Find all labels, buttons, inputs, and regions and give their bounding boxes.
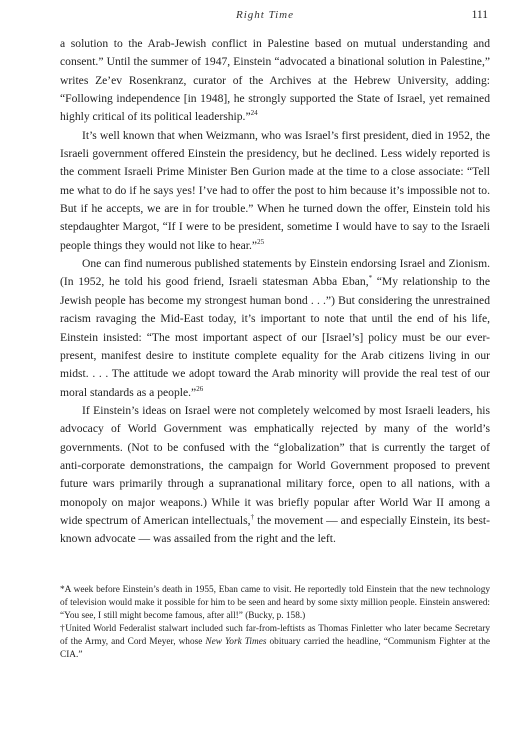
paragraph-2-text: It’s well known that when Weizmann, who was Israel’s first president, died in 1952, the Israeli government offered Einstein the presidency, but he declined. Less widely reported is the comment Israeli Prime Minister Ben Gurion made at the time to a close associate: “Tell me what to do if he says yes! I’ve had to offer the post to him because it’s impossible not to. But if he accepts, we are in for trouble.” When he turned down the offer, Einstein told his stepdaughter Margot, “If I were to be president, sometime I would have to say to the Israeli people things they would not like to hear.” [60, 128, 490, 252]
footnote-dagger [60, 623, 490, 662]
paragraph-3 [60, 255, 490, 402]
page-header [60, 9, 490, 25]
footnote-asterisk: *A week before Einstein’s death in 1955, Eban came to visit. He reportedly told Einstein that the new technology of television would make it possible for him to be seen and heard by some sixty million people. Einstein answered: “You see, I still might become famous, after all!” (Bucky, p. 158.) [60, 585, 490, 622]
page-number: 111 [471, 9, 488, 21]
newspaper-title: New York Times [205, 637, 267, 648]
paragraph-4-text: If Einstein’s ideas on Israel were not completely welcomed by most Israeli leaders, his advocacy of World Government was emphatically rejected by many of the world’s governments. (Not to be confused with the “globalization” that is currently the target of anti-corporate demonstrations, the campaign for World Government proposed to prevent future wars primarily through a supranational military force, open to all nations, with a monopoly on major weapons.) While it was briefly popular after World War II among a wide spectrum of American intellectuals, [60, 403, 490, 527]
paragraph-4 [60, 402, 490, 549]
paragraph-3-text: One can find numerous published statements by Einstein endorsing Israel and Zionism. (In 1952, he told his good friend, Israeli statesman Abba Eban, [60, 257, 490, 289]
running-head: Right Time [236, 9, 294, 21]
footnote-mark-dagger: † [250, 513, 255, 522]
body-text [60, 35, 490, 549]
paragraph-3-text-cont: “My relationship to the Jewish people has become my strongest human bond . . .”) But considering the unrestrained racism ravaging the Mid-East today, it’s important to note that until the end of his life, Einstein insisted: “The most important aspect of our [Israel’s] policy must be our ever-present, manifest desire to institute complete equality for the Arab citizens living in our midst. . . . The attitude we adopt toward the Arab minority will provide the real test of our moral standards as a people.” [60, 275, 490, 399]
paragraph-2 [60, 127, 490, 255]
footnote-dagger-text: †United World Federalist stalwart included such far-from-leftists as Thomas Finletter who later became Secretary of the Army, and Cord Meyer, whose [60, 624, 490, 648]
paragraph-1-text: a solution to the Arab-Jewish conflict in Palestine based on mutual understanding and consent.” Until the summer of 1947, Einstein “advocated a binational solution in Palestine,” writes Ze’ev Rosenkranz, curator of the Archives at the Hebrew University, adding: “Following independence [in 1948], he strongly supported the State of Israel, yet remained highly critical of its political leadership.” [60, 37, 490, 124]
endnote-ref-25: 25 [257, 237, 265, 246]
footnote-dagger-text-cont: obituary carried the headline, “Communism Fighter at the CIA.” [60, 637, 490, 661]
paragraph-4-text-cont: the movement — and especially Einstein, its best-known advocate — was assailed from the right and the left. [60, 513, 490, 546]
footnote-mark-asterisk: * [368, 274, 373, 283]
paragraph-1 [60, 35, 490, 127]
footnotes [60, 584, 490, 663]
endnote-ref-24: 24 [250, 109, 258, 118]
endnote-ref-26: 26 [196, 384, 204, 393]
